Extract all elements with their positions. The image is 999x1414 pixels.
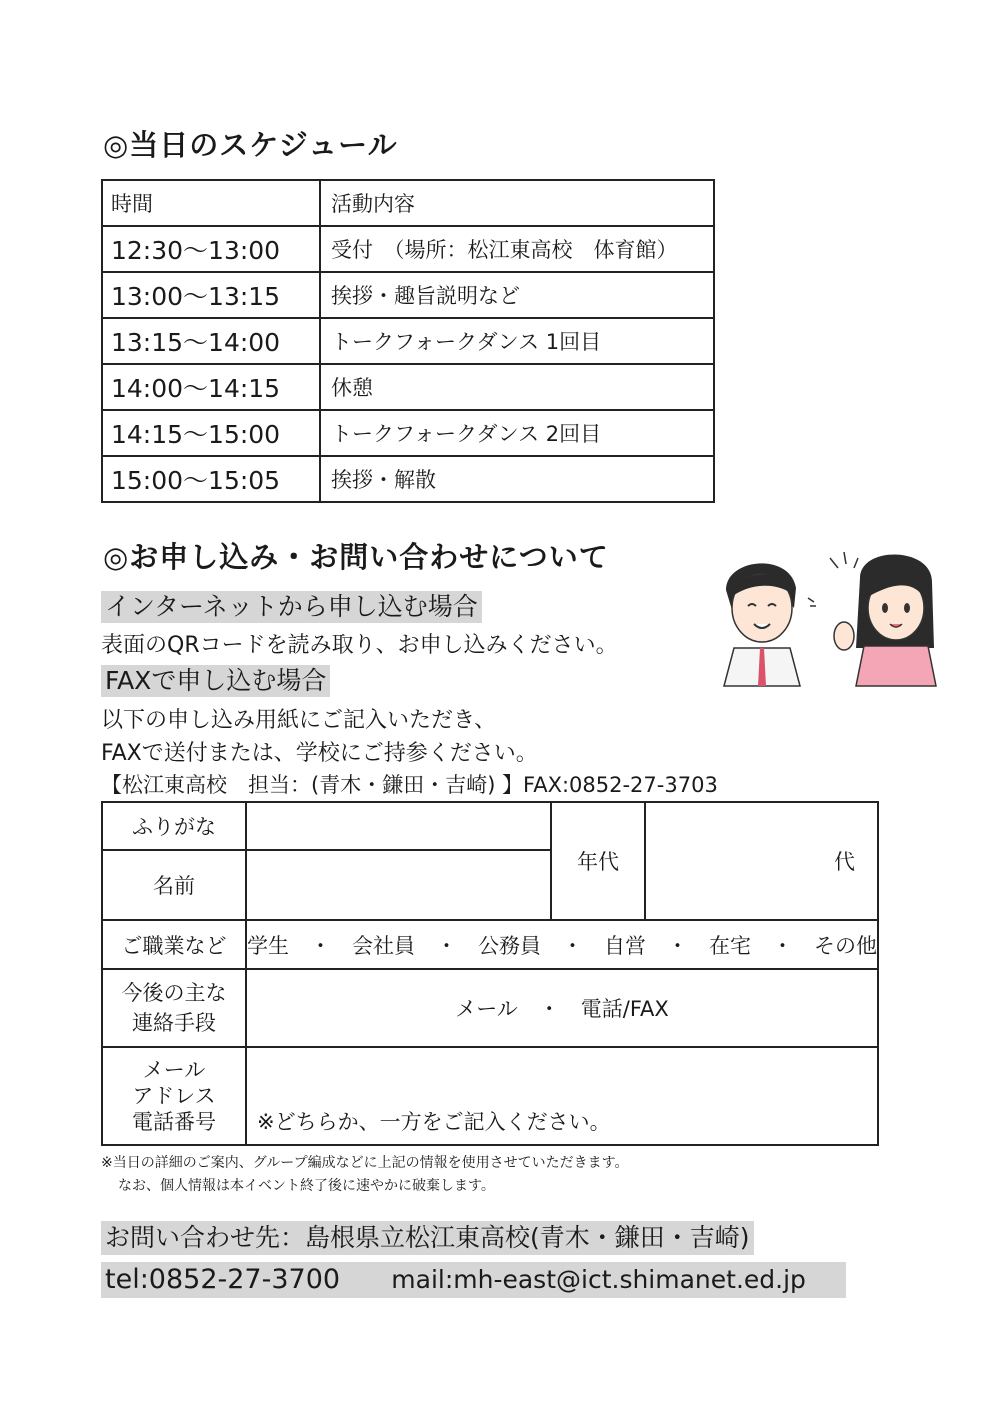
application-form <box>101 801 879 1146</box>
row-activity: 挨拶・趣旨説明など <box>320 272 714 318</box>
table-row <box>102 318 714 364</box>
row-time: 13:00～13:15 <box>102 272 320 318</box>
internet-text: 表面のQRコードを読み取り、お申し込みください。 <box>101 633 618 658</box>
contact-tel-mail <box>101 1262 846 1298</box>
note-line-1: ※当日の詳細のご案内、グループ編成などに上記の情報を使用させていただきます。 <box>101 1155 629 1171</box>
row-time: 13:15～14:00 <box>102 318 320 364</box>
contact-method-label <box>102 969 246 1047</box>
contact-method-label-2: 連絡手段 <box>132 1011 216 1035</box>
table-row <box>102 272 714 318</box>
name-field[interactable] <box>246 850 551 920</box>
row-activity: 受付 （場所：松江東高校 体育館） <box>320 226 714 272</box>
contact-mail[interactable]: mail:mh-east@ict.shimanet.ed.jp <box>391 1265 806 1294</box>
table-row <box>102 226 714 272</box>
contact-tel[interactable]: tel:0852-27-3700 <box>105 1264 341 1295</box>
row-time: 14:15～15:00 <box>102 410 320 456</box>
table-row <box>102 364 714 410</box>
header-time: 時間 <box>102 180 320 226</box>
fax-text-2: FAXで送付または、学校にご持参ください。 <box>101 741 538 766</box>
table-row <box>102 456 714 502</box>
boy-icon <box>724 563 816 686</box>
age-suffix: 代 <box>834 850 855 874</box>
apply-heading: ◎お申し込み・お問い合わせについて <box>103 540 609 574</box>
row-activity: 挨拶・解散 <box>320 456 714 502</box>
furigana-label: ふりがな <box>102 802 246 850</box>
note-line-2: なお、個人情報は本イベント終了後に速やかに破棄します。 <box>118 1178 495 1194</box>
contact-method-options[interactable]: メール ・ 電話/FAX <box>246 969 878 1047</box>
contact-line: お問い合わせ先：島根県立松江東高校(青木・鎌田・吉崎) <box>101 1221 754 1255</box>
furigana-field[interactable] <box>246 802 551 850</box>
schedule-heading: ◎当日のスケジュール <box>103 128 398 162</box>
name-label: 名前 <box>102 850 246 920</box>
occupation-options[interactable]: 学生 ・ 会社員 ・ 公務員 ・ 自営 ・ 在宅 ・ その他 <box>246 920 878 969</box>
row-activity: トークフォークダンス 1回目 <box>320 318 714 364</box>
fax-text-1: 以下の申し込み用紙にご記入いただき、 <box>101 708 497 733</box>
email-label-2: アドレス <box>132 1084 216 1108</box>
row-activity: 休憩 <box>320 364 714 410</box>
table-row <box>102 410 714 456</box>
girl-icon <box>830 552 936 686</box>
contact-method-label-1: 今後の主な <box>121 981 227 1005</box>
table-header-row <box>102 180 714 226</box>
row-activity: トークフォークダンス 2回目 <box>320 410 714 456</box>
age-field[interactable] <box>645 802 878 920</box>
header-activity: 活動内容 <box>320 180 714 226</box>
internet-title: インターネットから申し込む場合 <box>101 591 482 623</box>
row-time: 15:00～15:05 <box>102 456 320 502</box>
occupation-label: ご職業など <box>102 920 246 969</box>
email-note: ※どちらか、一方をご記入ください。 <box>257 1110 611 1134</box>
email-label-1: メール <box>142 1058 206 1082</box>
email-phone-field[interactable] <box>246 1047 878 1145</box>
email-label-3: 電話番号 <box>132 1110 216 1134</box>
row-time: 12:30～13:00 <box>102 226 320 272</box>
fax-contact: 【松江東高校 担当：(青木・鎌田・吉崎) 】FAX:0852-27-3703 <box>101 773 718 797</box>
age-label: 年代 <box>551 802 645 920</box>
schedule-table <box>101 179 715 503</box>
email-phone-label <box>102 1047 246 1145</box>
row-time: 14:00～14:15 <box>102 364 320 410</box>
people-illustration <box>720 548 940 688</box>
fax-title: FAXで申し込む場合 <box>101 665 330 697</box>
